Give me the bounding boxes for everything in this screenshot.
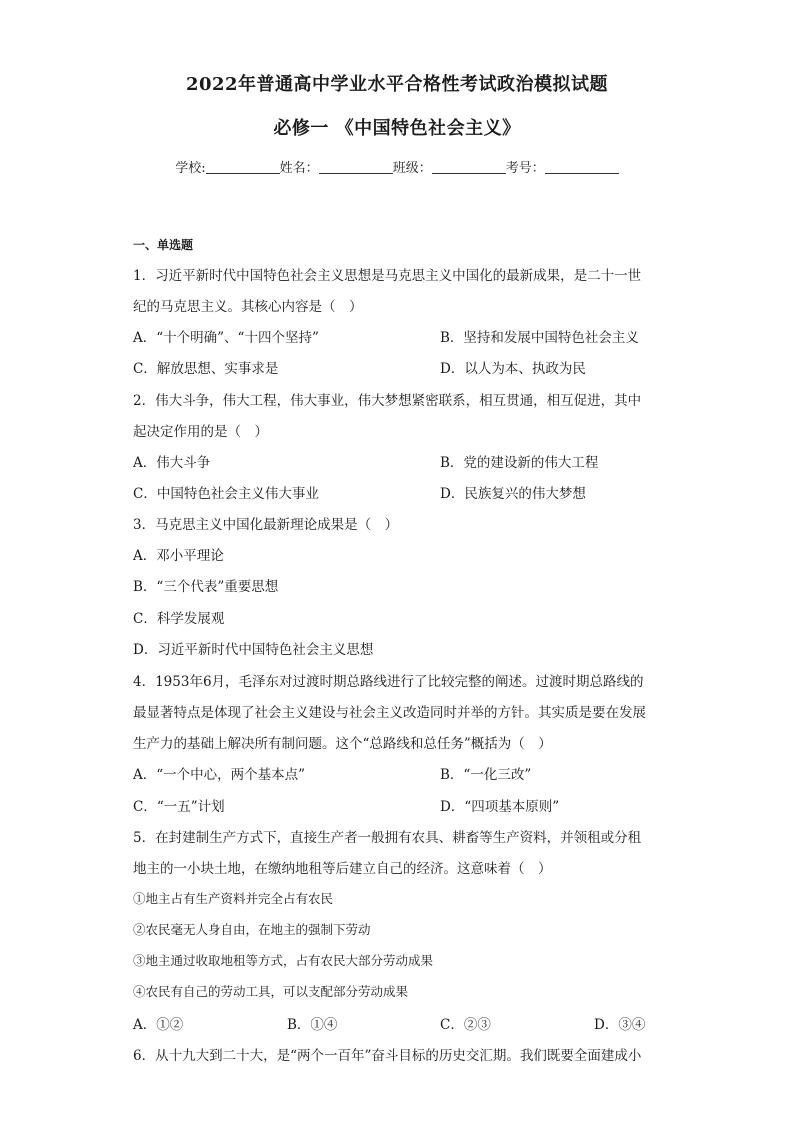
question-1-option-b[interactable]: B．坚持和发展中国特色社会主义 [440,330,639,346]
class-label: 班级： [392,161,432,176]
exam-title: 2022年普通高中学业水平合格性考试政治模拟试题 [185,74,609,95]
question-2-line-1: 2．伟大斗争，伟大工程，伟大事业，伟大梦想紧密联系，相互贯通，相互促进，其中 [133,393,642,409]
question-4-line-2: 最显著特点是体现了社会主义建设与社会主义改造同时并举的方针。其实质是要在发展 [133,705,646,721]
question-4-line-3: 生产力的基础上解决所有制问题。这个“总路线和总任务”概括为（ ） [133,736,552,752]
question-5-statement-3: ③地主通过收取地租等方式，占有农民大部分劳动成果 [133,953,434,968]
school-blank[interactable] [206,161,280,174]
question-5-statement-2: ②农民毫无人身自由，在地主的强制下劳动 [133,922,371,937]
student-info-row [0,157,794,176]
name-blank[interactable] [319,161,393,174]
question-5-line-1: 5．在封建制生产方式下，直接生产者一般拥有农具、耕畜等生产资料，并领租或分租 [133,830,642,846]
question-6-line-1: 6．从十九大到二十大，是“两个一百年”奋斗目标的历史交汇期。我们既要全面建成小 [133,1048,642,1064]
question-3-option-a[interactable]: A．邓小平理论 [133,548,224,564]
question-4-option-a[interactable]: A．“一个中心，两个基本点” [133,767,306,783]
question-2-option-a[interactable]: A．伟大斗争 [133,455,211,471]
question-2-option-d[interactable]: D．民族复兴的伟大梦想 [440,486,586,502]
question-5-statement-1: ①地主占有生产资料并完全占有农民 [133,891,334,906]
name-label: 姓名： [279,161,319,176]
question-5-option-a[interactable]: A．①② [133,1017,184,1033]
question-4-option-d[interactable]: D．“四项基本原则” [440,799,560,815]
question-5-option-d[interactable]: D．③④ [594,1017,646,1033]
question-3-option-c[interactable]: C．科学发展观 [133,611,225,627]
question-4-option-b[interactable]: B．“一化三改” [440,767,532,783]
number-label: 考号： [505,161,545,176]
class-blank[interactable] [432,161,506,174]
question-5-option-b[interactable]: B．①④ [287,1017,338,1033]
question-4-option-c[interactable]: C．“一五”计划 [133,799,225,815]
question-1-option-c[interactable]: C．解放思想、实事求是 [133,361,279,377]
question-4-line-1: 4．1953年6月，毛泽东对过渡时期总路线进行了比较完整的阐述。过渡时期总路线的 [133,674,644,690]
question-2-option-c[interactable]: C．中国特色社会主义伟大事业 [133,486,319,502]
question-2-line-2: 起决定作用的是（ ） [133,424,268,440]
school-label: 学校: [175,161,206,176]
question-1-line-1: 1．习近平新时代中国特色社会主义思想是马克思主义中国化的最新成果，是二十一世 [133,268,642,284]
question-1-option-d[interactable]: D．以人为本、执政为民 [440,361,586,377]
question-3-option-b[interactable]: B．“三个代表”重要思想 [133,579,279,595]
question-1-option-a[interactable]: A．“十个明确”、“十四个坚持” [133,330,319,346]
question-5-statement-4: ④农民有自己的劳动工具，可以支配部分劳动成果 [133,984,409,999]
question-3-option-d[interactable]: D．习近平新时代中国特色社会主义思想 [133,642,374,658]
question-5-line-2: 地主的一小块土地，在缴纳地租等后建立自己的经济。这意味着（ ） [133,861,552,877]
number-blank[interactable] [545,161,619,174]
exam-subtitle: 必修一 《中国特色社会主义》 [273,118,521,139]
question-2-option-b[interactable]: B．党的建设新的伟大工程 [440,455,599,471]
question-5-option-c[interactable]: C．②③ [440,1017,491,1033]
section-title: 一、单选题 [133,238,194,252]
question-3-line-1: 3．马克思主义中国化最新理论成果是（ ） [133,517,399,533]
question-1-line-2: 纪的马克思主义。其核心内容是（ ） [133,299,363,315]
